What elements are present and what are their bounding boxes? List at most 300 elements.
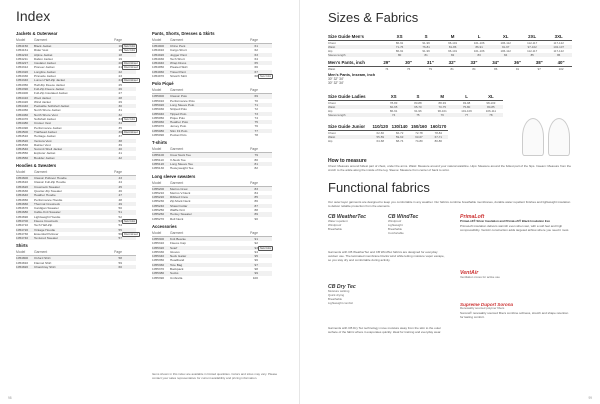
column-page: Page: [250, 180, 258, 185]
model-number: 1055100: [152, 153, 165, 158]
garment-name: Fleece Cap: [170, 241, 186, 246]
garment-name: Cardigan Sweater: [34, 206, 59, 211]
size-header: S: [424, 34, 428, 39]
index-column-header: [152, 87, 272, 94]
garment-name: V-Neck Tee: [170, 157, 186, 162]
page-ref: 44: [118, 180, 122, 185]
page-ref: 75: [254, 120, 258, 125]
table-row: [152, 166, 272, 170]
column-note: [258, 38, 272, 42]
garment-name: Cable-Knit Sweater: [34, 210, 61, 215]
model-number: 1055130: [152, 166, 165, 171]
fabric-ventair: [460, 270, 572, 280]
page-ref: 19: [118, 56, 122, 61]
page-ref: 40: [118, 147, 122, 152]
status-cell: [258, 166, 272, 170]
model-number: 1054540: [16, 147, 29, 152]
size-value: 80: [397, 53, 402, 57]
garment-name: Summit Shell Jacket: [34, 147, 63, 152]
garment-name: Performance Jacket: [34, 125, 62, 130]
garment-name: Ribbed Crew: [170, 195, 188, 200]
page-ref: 47: [118, 193, 122, 198]
model-number: 1055230: [152, 199, 165, 204]
page-ref: 25: [118, 82, 122, 87]
fabric-body-1: Garments with CB WeatherTec and CB WindTec fabrics are designed for everyday outdoor use. The laminated membrane blocks wind while letting moisture vapor escape, so you stay dry and comfortable during activity.: [328, 250, 445, 263]
index-rows: [152, 237, 272, 280]
pants-size-table: [328, 60, 572, 71]
functional-fabrics-title: Functional fabrics: [328, 180, 430, 195]
page-ref: 52: [118, 214, 122, 219]
garment-name: Pleated Skirt: [170, 65, 188, 70]
column-garment: Garment: [34, 170, 48, 175]
garment-name: Crewneck Sweater: [34, 184, 60, 189]
fabric-windtec: [388, 214, 458, 236]
body-figure-female: [522, 118, 544, 156]
size-value: 75: [416, 113, 420, 117]
fabric-name: CB Dry Tec: [328, 284, 356, 290]
status-cell: [258, 276, 272, 280]
page-ref: 37: [118, 134, 122, 139]
column-note: [258, 88, 272, 92]
size-table-header: [328, 34, 572, 41]
size-row: [328, 53, 572, 57]
page-ref: 68: [254, 74, 258, 79]
model-number: 1054600: [16, 176, 29, 181]
size-header: 38": [535, 60, 543, 65]
status-cell: [258, 74, 272, 78]
page-ref: 71: [254, 102, 258, 107]
page-ref: 69: [254, 94, 258, 99]
measure-label: Waist: [328, 135, 336, 139]
model-number: 1055330: [152, 249, 165, 254]
index-section-heading: Hoodies & Sweaters: [16, 163, 57, 169]
page-ref: 77: [254, 128, 258, 133]
garment-name: Jogger Pant: [170, 52, 187, 57]
column-garment: Garment: [34, 38, 48, 42]
fabric-feature: Windproof: [328, 222, 342, 227]
column-model: Model: [152, 147, 162, 152]
model-number: 1055350: [152, 258, 165, 263]
garment-name: Tote Bag: [170, 262, 183, 267]
garment-name: Tipped Polo: [170, 111, 187, 116]
garment-name: Boulder Jacket: [34, 155, 55, 160]
size-value: 106-111: [485, 109, 496, 113]
model-number: 1054940: [152, 61, 165, 66]
model-number: 1054450: [16, 108, 29, 113]
size-value: 77: [464, 113, 469, 117]
size-table-body: [328, 67, 572, 71]
fabric-body-4: Sorona® renewably sourced fibers combine softness, stretch and shape retention for lasting comfort.: [460, 310, 569, 320]
fabric-feature: Lightweight comfort: [328, 300, 354, 305]
garment-name: Insulator Jacket: [34, 61, 56, 66]
fabric-primaloft: [460, 214, 572, 232]
page-ref: 62: [254, 48, 258, 53]
size-header: 40": [557, 60, 565, 65]
garment-name: Travel Pant: [170, 69, 186, 74]
column-page: Page: [114, 250, 122, 255]
garment-name: Headband: [170, 258, 185, 263]
size-value: 97-102: [527, 45, 537, 49]
status-badge: Discontinued: [124, 62, 138, 66]
page-ref: 87: [254, 203, 258, 208]
index-rows: [16, 176, 136, 240]
page-ref: 33: [118, 117, 122, 122]
column-model: Model: [16, 250, 26, 255]
page-ref: 81: [254, 161, 258, 166]
size-value: 83-88: [414, 101, 422, 105]
garment-name: Socks: [170, 271, 179, 276]
page-ref: 97: [254, 262, 258, 267]
model-number: 1055030: [152, 107, 165, 112]
size-value: 64-68: [376, 139, 384, 143]
page-ref: 80: [254, 157, 258, 162]
inseam-line: 30" 32" 34": [328, 77, 344, 81]
model-number: 1054650: [16, 197, 29, 202]
size-value: 91-96: [422, 49, 430, 53]
model-number: 1054470: [16, 117, 29, 122]
body-figure-male: [548, 118, 570, 156]
page-ref: 27: [118, 91, 122, 96]
garment-name: Umbrella: [170, 275, 183, 280]
size-value: 86-91: [389, 109, 398, 113]
page-ref: 54: [118, 223, 122, 228]
page-ref: 60: [118, 265, 122, 270]
size-value: 62-66: [376, 131, 384, 135]
model-number: 1054161: [16, 48, 29, 53]
garment-name: Jersey Polo: [170, 124, 187, 129]
size-value: 85: [530, 53, 534, 57]
table-row: [16, 236, 136, 240]
garment-name: Lightweight Hoodie: [34, 214, 61, 219]
index-column-header: [152, 230, 272, 237]
table-row: [16, 265, 136, 269]
page-ref: 53: [118, 218, 122, 223]
page-ref: 50: [118, 206, 122, 211]
garment-name: Rainier Vest: [34, 142, 51, 147]
page-ref: 73: [254, 111, 258, 116]
garment-name: Softshell Jacket: [34, 117, 56, 122]
size-value: 117-122: [553, 49, 564, 53]
size-header: S: [416, 94, 420, 99]
column-page: Page: [114, 38, 122, 42]
page-ref: 90: [254, 216, 258, 221]
size-value: 96-101: [437, 109, 447, 113]
model-number: 1055060: [152, 120, 165, 125]
garment-name: Pique Polo: [170, 115, 185, 120]
model-number: 1054690: [16, 214, 29, 219]
model-number: 1054330: [16, 74, 29, 79]
column-page: Page: [250, 230, 258, 235]
garment-name: Rider Vest: [34, 48, 49, 53]
column-note: [258, 231, 272, 235]
size-table-title: Size Guide Ladies: [328, 94, 366, 99]
table-row: [152, 217, 272, 221]
column-note: [122, 250, 136, 254]
size-header: 29": [383, 60, 391, 65]
garment-name: Ventura Vest: [34, 138, 52, 143]
model-number: 1054350: [16, 82, 29, 87]
how-to-measure: [328, 158, 572, 172]
column-garment: Garment: [170, 147, 184, 152]
page-ref: 46: [118, 188, 122, 193]
size-value: 74: [385, 67, 389, 71]
size-value: 79: [428, 67, 432, 71]
size-value: 112-117: [527, 41, 538, 45]
size-header: L: [477, 34, 481, 39]
measure-label: Sleeve length: [328, 53, 346, 57]
garment-name: Flannel Shirt: [34, 260, 52, 265]
page-ref: 56: [118, 231, 122, 236]
page-ref: 36: [118, 129, 122, 134]
model-number: 1054530: [16, 142, 29, 147]
fabric-name: PrimaLoft: [460, 214, 485, 220]
page-ref: 94: [254, 249, 258, 254]
status-badge: Discontinued: [124, 66, 138, 70]
size-value: 83: [477, 53, 481, 57]
size-header: 110/120: [372, 124, 389, 129]
page-ref: 59: [118, 260, 122, 265]
size-table-header: [328, 60, 572, 67]
page-ref: 79: [254, 153, 258, 158]
status-badge: New Color: [124, 49, 136, 53]
model-number: 1054420: [16, 99, 29, 104]
page-ref: 41: [118, 151, 122, 156]
model-number: 1054410: [16, 95, 29, 100]
garment-name: Backpack: [170, 266, 184, 271]
page-ref: 63: [254, 52, 258, 57]
size-value: 96-101: [448, 41, 458, 45]
model-number: 1055270: [152, 216, 165, 221]
model-number: 1054740: [16, 236, 29, 241]
model-number: 1054400: [16, 91, 29, 96]
fabric-feature: Breathable: [328, 226, 342, 231]
page-ref: 89: [254, 212, 258, 217]
model-number: 1055300: [152, 236, 165, 241]
garment-name: Classic Full-Zip Hoodie: [34, 180, 66, 185]
model-number: 1054970: [152, 74, 165, 79]
column-note: [122, 38, 136, 42]
fabric-feature: Ventilation zones for active use: [460, 275, 500, 279]
page-ref: 64: [254, 56, 258, 61]
model-number: 1055360: [152, 262, 165, 267]
model-number: 1054210: [16, 52, 29, 57]
model-number: 1054700: [16, 218, 29, 223]
page-ref: 93: [254, 245, 258, 250]
column-garment: Garment: [170, 180, 184, 185]
size-value: 86: [557, 53, 561, 57]
index-rows: [152, 94, 272, 137]
model-number: 1055070: [152, 124, 165, 129]
size-value: 72-78: [415, 131, 423, 135]
model-number: 1054820: [16, 265, 29, 270]
size-value: 101-106: [473, 41, 485, 45]
model-number: 1055370: [152, 266, 165, 271]
fabric-feature: Breathable: [328, 296, 342, 301]
measure-label: Hip: [328, 109, 333, 113]
size-value: 55-59: [376, 135, 384, 139]
size-value: 82: [451, 53, 455, 57]
garment-name: Pocket Polo: [170, 133, 187, 138]
garment-name: Zip Mock Neck: [170, 199, 191, 204]
index-rows: [152, 187, 272, 221]
size-value: 80-86: [434, 139, 443, 143]
status-badge: New Color: [124, 45, 136, 48]
size-value: 96-101: [448, 49, 458, 53]
index-rows: [16, 256, 136, 269]
model-number: 1055050: [152, 115, 165, 120]
garment-name: Waffle Knit: [170, 208, 185, 213]
page-ref: 28: [118, 95, 122, 100]
model-number: 1054550: [16, 151, 29, 156]
page-ref: 16: [118, 48, 122, 53]
page-ref: 96: [254, 258, 258, 263]
page-ref: 83: [254, 186, 258, 191]
model-number: 1055250: [152, 208, 165, 213]
garment-name: Performance Polo: [170, 98, 195, 103]
model-number: 1055110: [152, 157, 164, 162]
size-header: 130/140: [391, 124, 408, 129]
page-ref: 70: [254, 98, 258, 103]
index-column-1: [16, 28, 136, 269]
ladies-size-table: [328, 94, 503, 117]
model-number: 1055390: [152, 275, 165, 280]
page-ref: 74: [254, 115, 258, 120]
page-ref: 82: [254, 166, 258, 171]
page-ref: 43: [118, 176, 122, 181]
size-value: 106-112: [500, 49, 511, 53]
garment-name: Knit Beanie: [170, 236, 186, 241]
fabric-body-2: Garments with CB Dry Tec technology move moisture away from the skin to the outer surface of the fabric where it evaporates quickly. Ideal for training and everyday wear.: [328, 326, 442, 335]
index-column-2: [152, 28, 272, 280]
mens-size-table: [328, 34, 572, 57]
model-number: 1054810: [16, 260, 29, 265]
fabric-feature: Moisture wicking: [328, 289, 350, 293]
index-title: Index: [16, 8, 51, 24]
model-number: 1054720: [16, 227, 29, 232]
column-model: Model: [152, 38, 162, 42]
page-ref: 58: [118, 256, 122, 261]
column-note: [258, 147, 272, 151]
model-number: 1055010: [152, 98, 165, 103]
page-number: 98: [8, 396, 12, 400]
page-ref: 45: [118, 184, 122, 189]
size-header: XL: [488, 94, 494, 99]
status-badge: New Color: [260, 246, 272, 250]
model-number: 1054930: [152, 56, 165, 61]
fabric-feature: Lightweight: [388, 222, 403, 227]
size-table-body: [328, 101, 503, 117]
model-number: 1054211: [16, 56, 28, 61]
page-ref: 20: [118, 61, 122, 66]
model-number: 1055090: [152, 133, 165, 138]
page-ref: 85: [254, 195, 258, 200]
index-rows: [16, 44, 136, 160]
model-number: 1054800: [16, 256, 29, 261]
model-number: 1054320: [16, 69, 29, 74]
model-number: 1054680: [16, 210, 29, 215]
size-header: XS: [390, 94, 397, 99]
garment-name: Performance Hoodie: [34, 197, 63, 202]
model-number: 1054510: [16, 134, 29, 139]
size-value: 84: [472, 67, 476, 71]
index-section-heading: T-shirts: [152, 140, 168, 146]
garment-name: Scarf: [170, 245, 178, 250]
size-value: 81: [424, 53, 428, 57]
garment-name: Half-Zip Fleece Jacket: [34, 82, 65, 87]
page-ref: 32: [118, 112, 122, 117]
size-header: 3XL: [554, 34, 563, 39]
model-number: 1054340: [16, 78, 29, 83]
size-header: 36": [514, 60, 521, 65]
garment-name: Slim Fit Polo: [170, 128, 188, 133]
page-ref: 55: [118, 227, 122, 232]
size-value: 91: [515, 67, 520, 71]
model-number: 1054960: [152, 69, 165, 74]
index-footnote: Items shown in this index are available in limited quantities. Colors and sizes may vary. Please contact your sales representative for current availability and pricing information.: [152, 372, 278, 380]
size-header: M: [450, 34, 455, 39]
size-row: [328, 139, 448, 143]
garment-name: Quarter-Zip Sweater: [34, 188, 63, 193]
table-row: [152, 276, 272, 280]
garment-name: Pinnacle Jacket: [34, 74, 56, 79]
measure-label: Waist: [328, 67, 336, 71]
status-badge: New Color: [260, 75, 272, 79]
page-ref: 91: [254, 236, 258, 241]
garment-name: Classic Pullover Hoodie: [34, 176, 67, 181]
size-table-title: Size Guide Junior: [328, 124, 366, 129]
column-model: Model: [152, 230, 162, 235]
status-badge: Discontinued: [124, 130, 138, 134]
size-value: 80-85: [487, 105, 495, 109]
size-value: 112-117: [527, 49, 538, 53]
model-number: 1054227: [16, 61, 29, 66]
measure-label: Hip: [328, 139, 333, 143]
model-number: 1055080: [152, 128, 165, 133]
fabric-body-3: PrimaLoft insulation delivers warmth even when wet, with a soft feel and high compressibility. VentAir construction adds targeted airflow where you need it most.: [460, 223, 570, 233]
page-ref: 16: [118, 44, 122, 48]
size-value: 86-91: [395, 41, 404, 45]
size-table-body: [328, 131, 448, 143]
model-number: 1054660: [16, 201, 29, 206]
garment-name: Crew Neck Tee: [170, 153, 191, 158]
column-note: [122, 170, 136, 174]
model-number: 1055380: [152, 271, 165, 276]
garment-name: Neck Gaiter: [170, 254, 187, 259]
model-number: 1055240: [152, 203, 165, 208]
size-value: 93-98: [462, 101, 471, 105]
how-to-measure-title: How to measure: [328, 158, 367, 164]
table-row: [16, 156, 136, 160]
garment-name: Essential Pullover: [34, 231, 59, 236]
page-ref: 86: [254, 199, 258, 204]
size-value: 71-76: [395, 45, 404, 49]
fabric-feature: Quick drying: [328, 292, 345, 297]
size-value: 88-93: [438, 101, 446, 105]
measure-label: Chest: [328, 131, 336, 135]
index-column-header: [152, 37, 272, 44]
model-number: 1055020: [152, 102, 165, 107]
fabric-feature: PrimaLoft® Silver Insulation and PrimaLoft® Black Insulation Eco: [460, 219, 551, 223]
garment-name: Lumen Half-Zip Jacket: [34, 78, 65, 83]
fabric-feature: Water repellent: [328, 219, 348, 223]
garment-name: Pioneer Jacket: [34, 65, 55, 70]
size-header: L: [465, 94, 468, 99]
index-rows: [152, 153, 272, 170]
size-header: 31": [426, 60, 434, 65]
status-badge: New Color: [124, 118, 136, 122]
page-ref: 23: [118, 74, 122, 79]
size-value: 65-70: [414, 105, 422, 109]
